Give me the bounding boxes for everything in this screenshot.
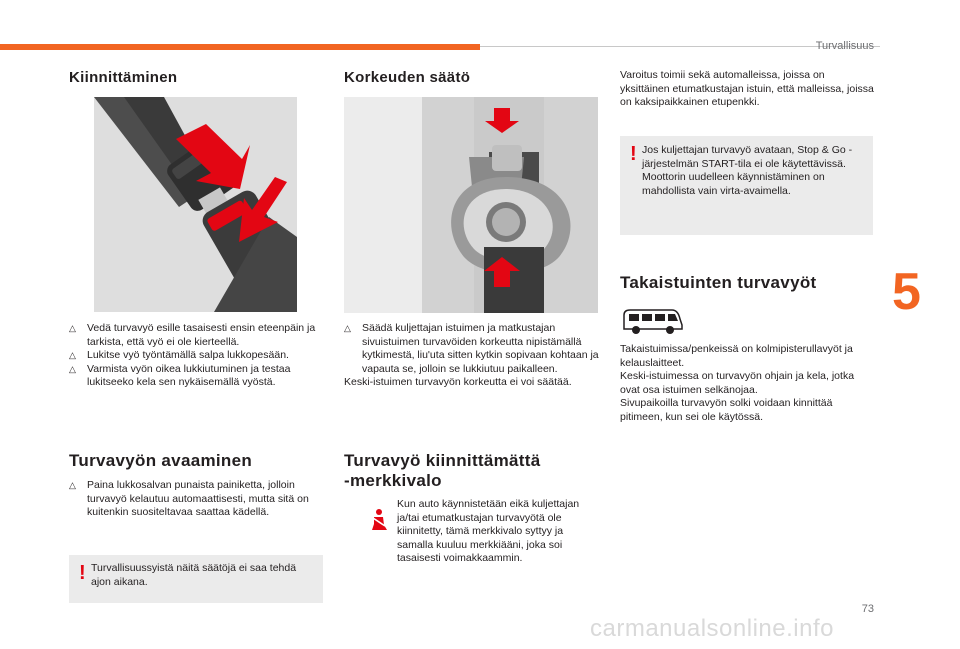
van-side-icon [620,305,684,337]
avaaminen-steps [69,479,321,520]
merkkivalo-title-line2: -merkkivalo [344,471,442,490]
buckle-photo [94,97,297,312]
warning-applicability-text: Varoitus toimii sekä automalleissa, joissa on yksittäinen etumatkustajan istuin, että malleissa, joissa on kaksipaikkainen etupenkki. [620,69,874,108]
height-adjuster-photo [344,97,598,313]
stop-go-note-box [620,136,873,235]
section-title-kiinnittaminen: Kiinnittäminen [69,69,178,86]
exclamation-warning-icon: ! [79,562,86,584]
list-item: △ Paina lukkosalvan punaista painiketta, jolloin turvavyö kelautuu automaattisesti, mutta sitä on kuitenkin suositeltavaa saattaa kädellä. [69,479,309,518]
triangle-bullet-icon: △ [344,323,351,333]
kiinnittaminen-steps [69,322,321,390]
chapter-number: 5 [892,263,921,321]
center-seat-note: Keski-istuimen turvavyön korkeutta ei voi säätää. [344,376,572,388]
section-title-korkeuden-saato: Korkeuden säätö [344,69,471,86]
rear-belts-text [620,343,875,424]
merkkivalo-title-line1: Turvavyö kiinnittämättä [344,451,541,470]
list-item: △ Säädä kuljettajan istuimen ja matkustajan sivuistuimen turvavöiden korkeutta nipistämällä kytkimestä, liu'uta sitten kytkin sopivaan kohtaan ja vapauta se, jolloin se lukkiutuu paikalleen. [344,322,599,375]
header-accent-bar [0,44,480,50]
watermark-link[interactable]: carmanualsonline.info [590,615,834,642]
section-title-merkkivalo [344,451,540,491]
list-item: △ Lukitse vyö työntämällä salpa lukkopesään. [69,349,289,361]
triangle-bullet-icon: △ [69,350,76,360]
seatbelt-warning-light-icon [367,508,391,532]
warning-note-text: Turvallisuussyistä näitä säätöjä ei saa tehdä ajon aikana. [91,562,297,588]
list-item: △ Vedä turvavyö esille tasaisesti ensin eteenpäin ja tarkista, että vyö ei ole kierteellä. [69,322,316,348]
list-item: △ Varmista vyön oikea lukkiutuminen ja testaa lukitseeko kela sen nykäisemällä vyöstä. [69,362,291,388]
merkkivalo-text: Kun auto käynnistetään eikä kuljettajan ja/tai etumatkustajan turvavyötä ole kiinnitetty, tämä merkkivalo syttyy ja samalla kuuluu merkkiääni, joka soi tasaisesti voimakkaammin. [397,498,580,564]
section-title-avaaminen: Turvavyön avaaminen [69,451,253,470]
page-number: 73 [861,603,874,615]
section-name: Turvallisuus [815,40,874,52]
stop-go-note-text: Jos kuljettajan turvavyö avataan, Stop & Go -järjestelmän START-tila ei ole käytettävissä. Moottorin uudelleen käynnistäminen on mahdollista vain virta-avaimella. [642,144,853,197]
exclamation-warning-icon: ! [630,143,637,165]
rear-belts-paragraph: Keski-istuimessa on turvavyön ohjain ja kela, jotka ovat osa istuimen selkänojaa. [620,370,855,396]
triangle-bullet-icon: △ [69,323,76,333]
triangle-bullet-icon: △ [69,363,76,374]
triangle-bullet-icon: △ [69,480,76,490]
korkeuden-saato-steps [344,322,600,390]
rear-belts-paragraph: Sivupaikoilla turvavyön solki voidaan kinnittää pitimeen, kun sei ole käytössä. [620,397,833,423]
rear-belts-paragraph: Takaistuimissa/penkeissä on kolmipisterullavyöt ja kelauslaitteet. [620,343,853,369]
section-title-takaistuinten-turvavyot: Takaistuinten turvavyöt [620,273,817,292]
warning-note-box [69,555,323,603]
